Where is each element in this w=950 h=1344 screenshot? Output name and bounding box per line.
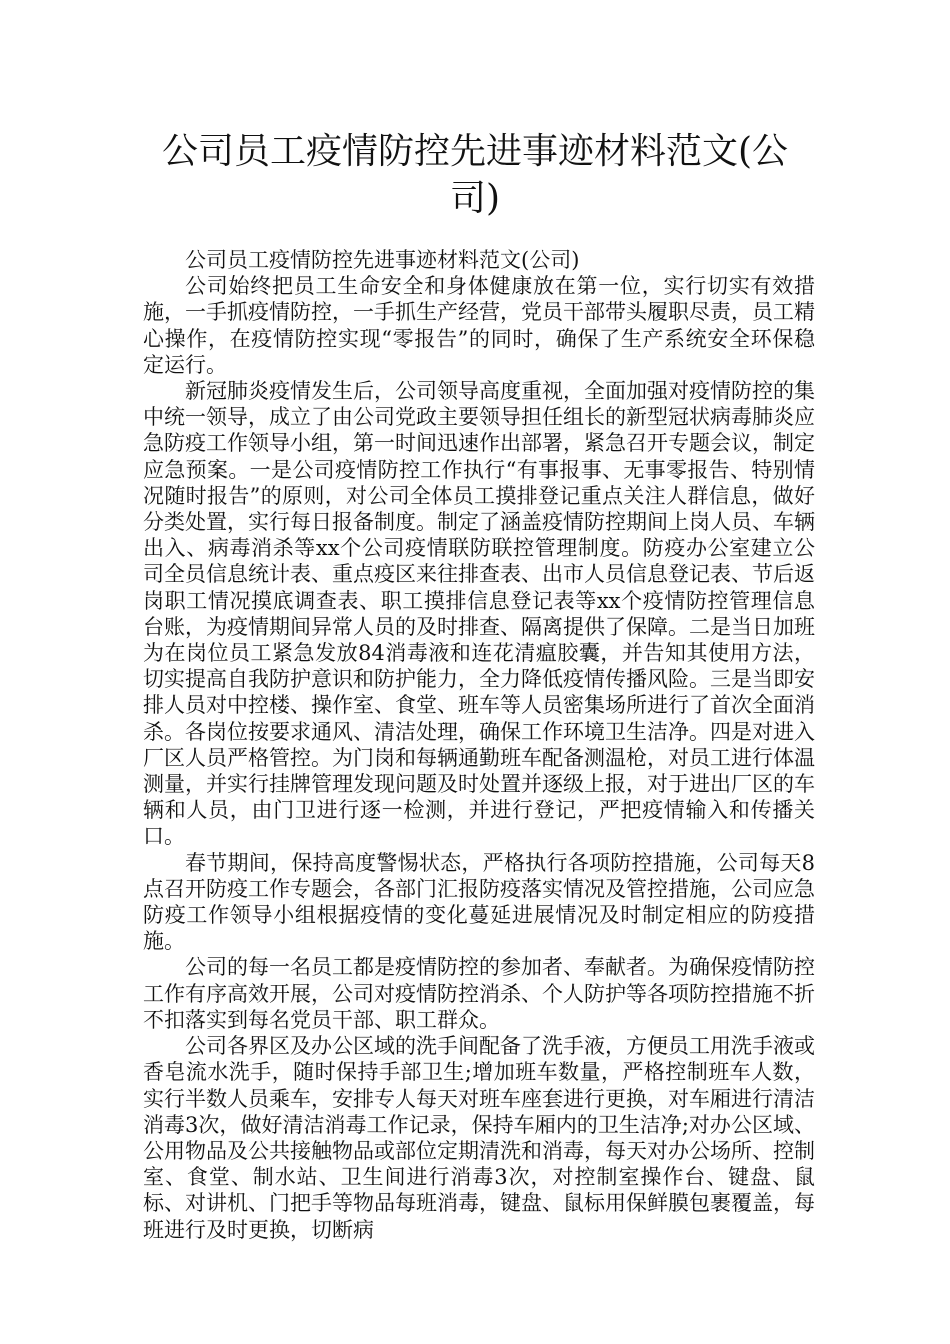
document-body <box>143 247 815 1243</box>
paragraph-spring-festival: 春节期间，保持高度警惕状态，严格执行各项防控措施，公司每天8点召开防疫工作专题会，各部门汇报防疫落实情况及管控措施，公司应急防疫工作领导小组根据疫情的变化蔓延进展情况及时制定相应的防疫措施。 <box>143 850 815 954</box>
document-title: 公司员工疫情防控先进事迹材料范文(公司) <box>161 131 789 219</box>
paragraph-subtitle: 公司员工疫情防控先进事迹材料范文(公司) <box>185 248 580 272</box>
paragraph-measures: 新冠肺炎疫情发生后，公司领导高度重视，全面加强对疫情防控的集中统一领导，成立了由公司党政主要领导担任组长的新型冠状病毒肺炎应急防疫工作领导小组，第一时间迅速作出部署，紧急召开专题会议，制定应急预案。一是公司疫情防控工作执行“有事报事、无事零报告、特别情况随时报告”的原则，对公司全体员工摸排登记重点关注人群信息，做好分类处置，实行每日报备制度。制定了涵盖疫情防控期间上岗人员、车辆出入、病毒消杀等xx个公司疫情联防联控管理制度。防疫办公室建立公司全员信息统计表、重点疫区来往排查表、出市人员信息登记表、节后返岗职工情况摸底调查表、职工摸排信息登记表等xx个疫情防控管理信息台账，为疫情期间异常人员的及时排查、隔离提供了保障。二是当日加班为在岗位员工紧急发放84消毒液和连花清瘟胶囊，并告知其使用方法，切实提高自我防护意识和防护能力，全力降低疫情传播风险。三是当即安排人员对中控楼、操作室、食堂、班车等人员密集场所进行了首次全面消杀。各岗位按要求通风、清洁处理，确保工作环境卫生洁净。四是对进入厂区人员严格管控。为门岗和每辆通勤班车配备测温枪，对员工进行体温测量，并实行挂牌管理发现问题及时处置并逐级上报，对于进出厂区的车辆和人员，由门卫进行逐一检测，并进行登记，严把疫情输入和传播关口。 <box>143 379 815 849</box>
paragraph-employees: 公司的每一名员工都是疫情防控的参加者、奉献者。为确保疫情防控工作有序高效开展，公司对疫情防控消杀、个人防护等各项防控措施不折不扣落实到每名党员干部、职工群众。 <box>143 955 815 1032</box>
paragraph-hygiene: 公司各界区及办公区域的洗手间配备了洗手液，方便员工用洗手液或香皂流水洗手，随时保持手部卫生;增加班车数量，严格控制班车人数，实行半数人员乘车，安排专人每天对班车座套进行更换，对车厢进行清洁消毒3次，做好清洁消毒工作记录，保持车厢内的卫生洁净;对办公区域、公用物品及公共接触物品或部位定期清洗和消毒，每天对办公场所、控制室、食堂、制水站、卫生间进行消毒3次，对控制室操作台、键盘、鼠标、对讲机、门把手等物品每班消毒，键盘、鼠标用保鲜膜包裹覆盖，每班进行及时更换，切断病 <box>143 1034 815 1242</box>
paragraph-intro: 公司始终把员工生命安全和身体健康放在第一位，实行切实有效措施，一手抓疫情防控，一手抓生产经营，党员干部带头履职尽责，员工精心操作，在疫情防控实现“零报告”的同时，确保了生产系统安全环保稳定运行。 <box>143 274 815 377</box>
